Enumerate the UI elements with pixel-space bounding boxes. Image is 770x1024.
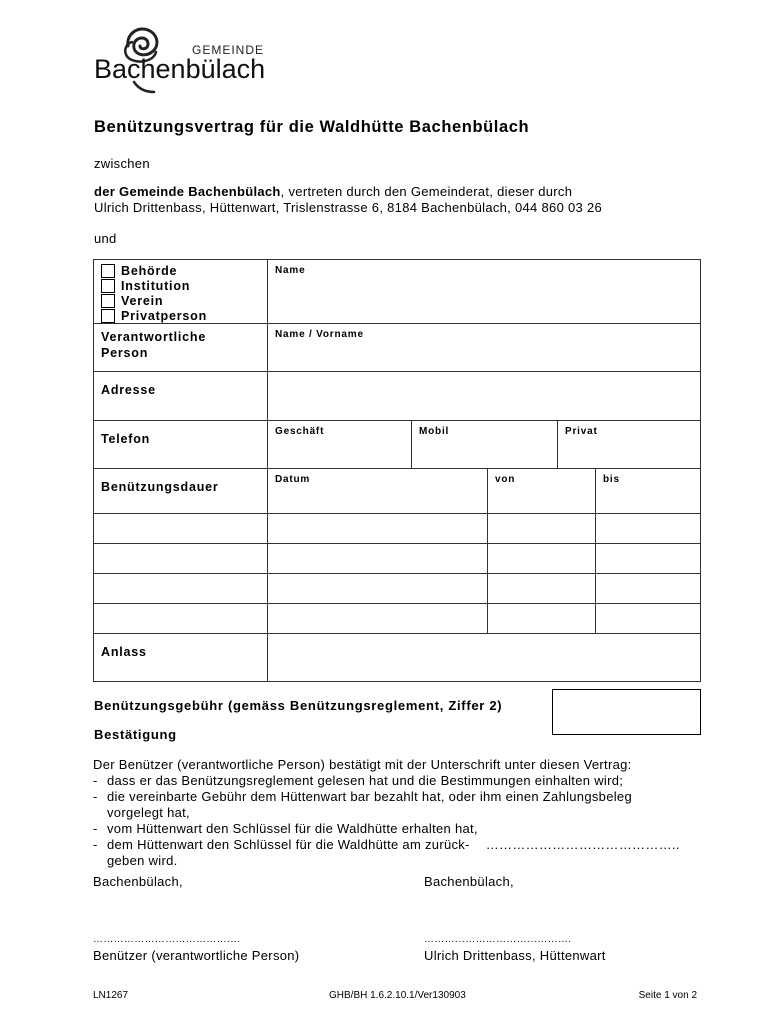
logo-name: Bachenbülach xyxy=(94,54,266,84)
geschaeft-label: Geschäft xyxy=(275,426,325,437)
category-row xyxy=(101,293,267,308)
von-field[interactable] xyxy=(488,469,596,514)
signature-line-right[interactable]: ……………………………………. xyxy=(424,934,572,945)
verantwortliche-label: Verantwortliche xyxy=(101,330,207,344)
party-rest: , vertreten durch den Gemeinderat, dieser durch xyxy=(280,184,573,199)
checkbox-behoerde[interactable] xyxy=(101,264,115,278)
footer-center: GHB/BH 1.6.2.10.1/Ver130903 xyxy=(329,990,466,1001)
signature-line-left[interactable]: ……………………………………. xyxy=(93,934,241,945)
footer-left: LN1267 xyxy=(93,990,129,1001)
list-item-text: dem Hüttenwart den Schlüssel für die Waldhütte am zurück- xyxy=(107,837,470,852)
mobil-label: Mobil xyxy=(419,426,450,437)
bis-cell[interactable] xyxy=(596,604,701,634)
category-row xyxy=(101,278,267,293)
list-item-cont xyxy=(93,853,703,869)
datum-cell[interactable] xyxy=(268,514,488,544)
category-label: Privatperson xyxy=(121,308,208,323)
list-item-text: dass er das Benützungsreglement gelesen hat und die Bestimmungen einhalten wird; xyxy=(107,773,624,788)
list-item-text: vorgelegt hat, xyxy=(107,805,190,820)
adresse-label-cell xyxy=(94,372,268,421)
category-cell xyxy=(94,260,268,324)
name-field[interactable] xyxy=(268,260,701,324)
signature-label-right: Ulrich Drittenbass, Hüttenwart xyxy=(424,948,606,963)
dauer-label-cell xyxy=(94,469,268,514)
list-item-text: geben wird. xyxy=(107,853,178,868)
name-vorname-label: Name / Vorname xyxy=(275,329,364,340)
und-text: und xyxy=(94,231,117,246)
zwischen-text: zwischen xyxy=(94,156,150,171)
list-item: - die vereinbarte Gebühr dem Hüttenwart bar bezahlt hat, oder ihm einen Zahlungsbeleg xyxy=(93,789,632,804)
list-item-cont xyxy=(93,805,703,821)
datum-cell[interactable] xyxy=(268,544,488,574)
party-line-1 xyxy=(94,184,572,199)
bis-label: bis xyxy=(603,474,620,485)
contract-form-table xyxy=(93,259,701,682)
checkbox-verein[interactable] xyxy=(101,294,115,308)
list-item-text: vom Hüttenwart den Schlüssel für die Waldhütte erhalten hat, xyxy=(107,821,478,836)
bis-field[interactable] xyxy=(596,469,701,514)
datum-label: Datum xyxy=(275,474,311,485)
category-row xyxy=(101,308,267,323)
category-label: Behörde xyxy=(121,263,178,278)
footer-right: Seite 1 von 2 xyxy=(638,990,697,1001)
dauer-cell[interactable] xyxy=(94,514,268,544)
party-line-2: Ulrich Drittenbass, Hüttenwart, Trislenstrasse 6, 8184 Bachenbülach, 044 860 03 26 xyxy=(94,200,603,215)
person-label: Person xyxy=(101,346,149,360)
von-cell[interactable] xyxy=(488,574,596,604)
name-label: Name xyxy=(275,265,306,276)
place-right: Bachenbülach, xyxy=(424,874,514,889)
bestaetigung-title: Bestätigung xyxy=(94,727,177,742)
datum-cell[interactable] xyxy=(268,604,488,634)
dauer-label: Benützungsdauer xyxy=(101,480,219,494)
telefon-label-cell xyxy=(94,421,268,469)
adresse-label: Adresse xyxy=(101,383,156,397)
dauer-cell[interactable] xyxy=(94,544,268,574)
list-item-text: die vereinbarte Gebühr dem Hüttenwart bar bezahlt hat, oder ihm einen Zahlungsbeleg xyxy=(107,789,632,804)
list-item: - dass er das Benützungsreglement gelesen hat und die Bestimmungen einhalten wird; xyxy=(93,773,624,788)
privat-label: Privat xyxy=(565,426,598,437)
return-date-blank[interactable]: …………………………………….. xyxy=(485,837,680,852)
place-left: Bachenbülach, xyxy=(93,874,183,889)
bis-cell[interactable] xyxy=(596,574,701,604)
verantwortliche-label-cell xyxy=(94,324,268,372)
anlass-field[interactable] xyxy=(268,634,701,682)
bestaetigung-intro: Der Benützer (verantwortliche Person) bestätigt mit der Unterschrift unter diesen Vertrag: xyxy=(93,757,632,772)
signature-label-left: Benützer (verantwortliche Person) xyxy=(93,948,300,963)
von-cell[interactable] xyxy=(488,544,596,574)
fee-label: Benützungsgebühr (gemäss Benützungsreglement, Ziffer 2) xyxy=(94,698,503,713)
dauer-row xyxy=(94,544,701,574)
bis-cell[interactable] xyxy=(596,544,701,574)
party-bold: der Gemeinde Bachenbülach xyxy=(94,184,281,199)
dauer-row xyxy=(94,604,701,634)
list-item: - vom Hüttenwart den Schlüssel für die Waldhütte erhalten hat, xyxy=(93,821,478,836)
fee-input-box[interactable] xyxy=(552,689,701,735)
dauer-row xyxy=(94,574,701,604)
category-row xyxy=(101,263,267,278)
telefon-label: Telefon xyxy=(101,432,151,446)
telefon-mobil-field[interactable] xyxy=(412,421,558,469)
bestaetigung-block xyxy=(93,757,703,869)
logo-gemeinde: GEMEINDE xyxy=(192,43,265,57)
category-label: Institution xyxy=(121,278,191,293)
datum-field[interactable] xyxy=(268,469,488,514)
dauer-row xyxy=(94,514,701,544)
name-vorname-field[interactable] xyxy=(268,324,701,372)
datum-cell[interactable] xyxy=(268,574,488,604)
bis-cell[interactable] xyxy=(596,514,701,544)
adresse-field[interactable] xyxy=(268,372,701,421)
anlass-label: Anlass xyxy=(101,645,147,659)
dauer-cell[interactable] xyxy=(94,604,268,634)
telefon-privat-field[interactable] xyxy=(558,421,701,469)
checkbox-privatperson[interactable] xyxy=(101,309,115,323)
list-item: - dem Hüttenwart den Schlüssel für die Waldhütte am zurück- …………………………………….. xyxy=(93,837,680,852)
von-label: von xyxy=(495,474,516,485)
checkbox-institution[interactable] xyxy=(101,279,115,293)
page-title: Benützungsvertrag für die Waldhütte Bachenbülach xyxy=(94,118,530,136)
von-cell[interactable] xyxy=(488,514,596,544)
dauer-cell[interactable] xyxy=(94,574,268,604)
von-cell[interactable] xyxy=(488,604,596,634)
category-label: Verein xyxy=(121,293,164,308)
telefon-geschaeft-field[interactable] xyxy=(268,421,412,469)
anlass-label-cell xyxy=(94,634,268,682)
